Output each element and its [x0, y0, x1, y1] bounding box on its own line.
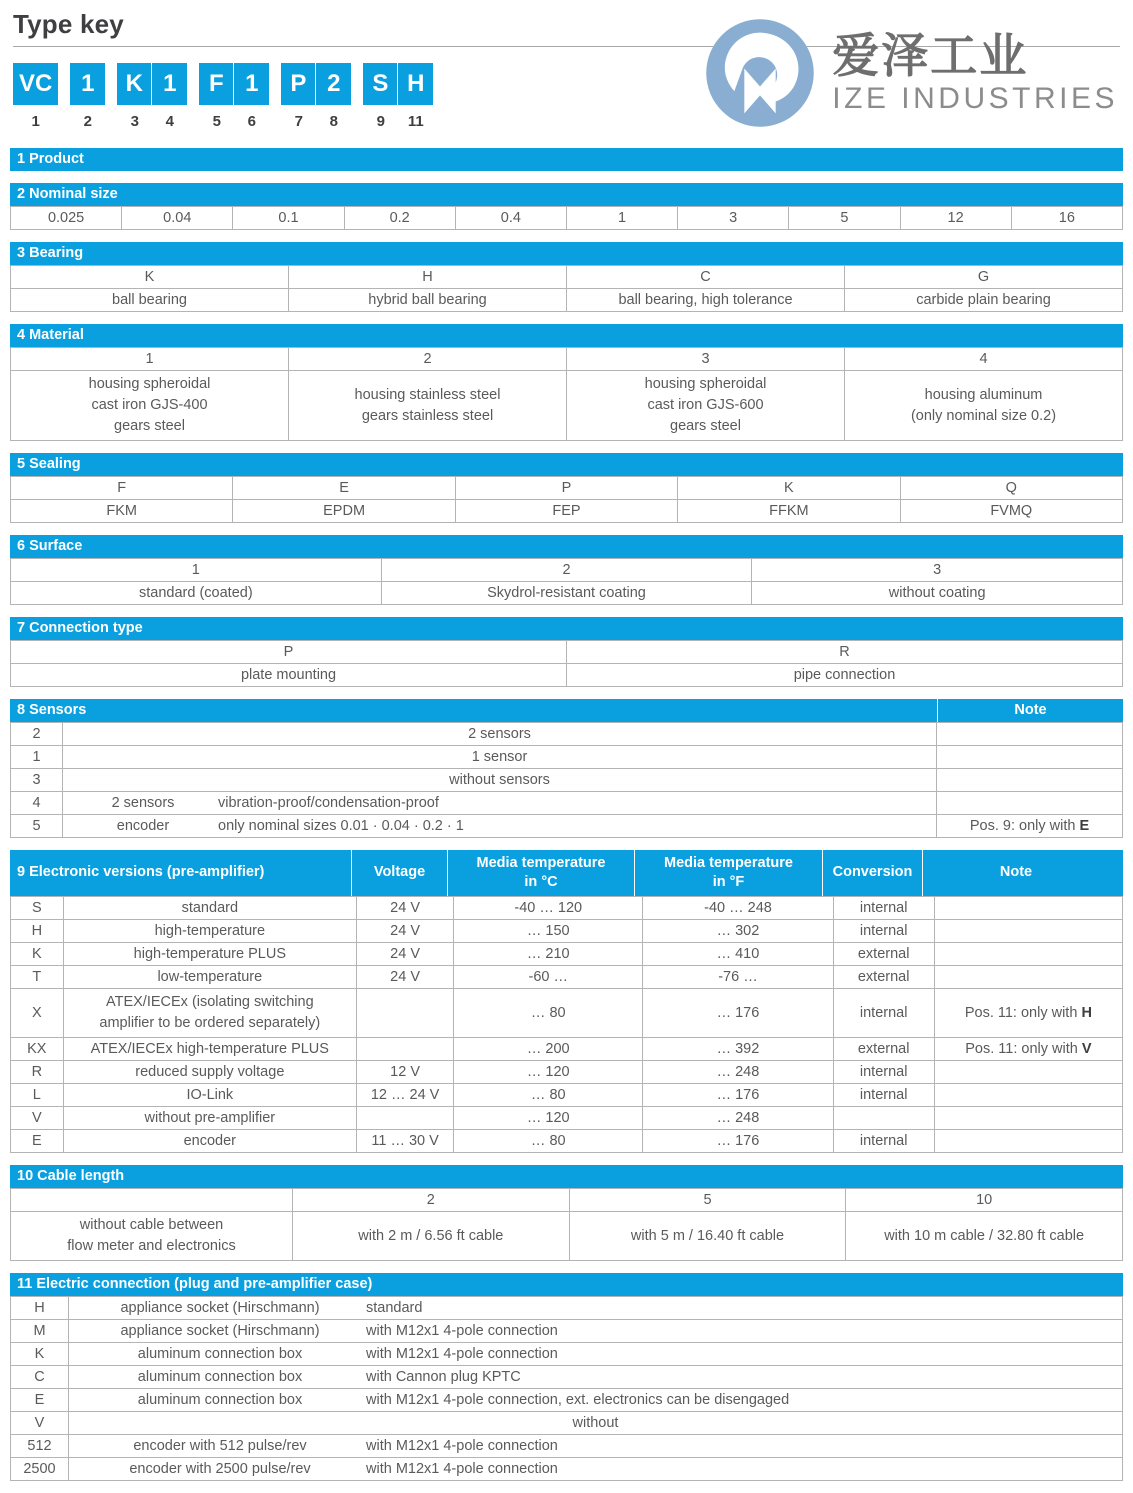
cell-note: Pos. 11: only with H	[934, 988, 1122, 1037]
cell-note	[934, 965, 1122, 988]
cell-description: without cable between flow meter and electronics	[11, 1211, 293, 1260]
type-key-code	[13, 63, 433, 130]
type-key-cell	[199, 63, 234, 130]
cell-voltage	[357, 988, 454, 1037]
cell-code: 1	[11, 746, 63, 769]
electronic-versions-table	[10, 896, 1123, 1153]
cell-media-temp-f: … 176	[643, 1129, 833, 1152]
cell-description: encoder with 512 pulse/rev with M12x1 4-pole connection	[69, 1434, 1123, 1457]
cell-media-temp-c: … 200	[454, 1037, 643, 1060]
table-row-codes	[11, 266, 1123, 289]
cable-length-table	[10, 1188, 1123, 1261]
cell-code: K	[11, 1342, 69, 1365]
type-key-cell	[152, 63, 187, 130]
cell-description: ball bearing, high tolerance	[567, 289, 845, 312]
table-row	[11, 988, 1123, 1037]
cell-code: 0.04	[122, 207, 233, 230]
cell-media-temp-f: … 176	[643, 988, 833, 1037]
cell-description: ball bearing	[11, 289, 289, 312]
cell-media-temp-c: -60 …	[454, 965, 643, 988]
cell-code: C	[567, 266, 845, 289]
cell-note	[934, 1060, 1122, 1083]
type-key-box: P	[281, 63, 316, 105]
type-key-group	[13, 63, 58, 130]
cell-code: R	[11, 1060, 64, 1083]
table-row-descriptions	[11, 371, 1123, 441]
cell-conversion: internal	[833, 919, 934, 942]
type-key-position-number: 1	[31, 113, 40, 130]
table-row	[11, 1129, 1123, 1152]
type-key-box: F	[199, 63, 234, 105]
cell-code: T	[11, 965, 64, 988]
table-row	[11, 1388, 1123, 1411]
section-material	[10, 324, 1123, 441]
type-key-box: K	[117, 63, 152, 105]
type-key-position-number: 7	[294, 113, 304, 130]
cell-description: 1 sensor	[63, 746, 937, 769]
section-product-title: 1 Product	[10, 148, 1123, 171]
cell-code: 1	[11, 559, 382, 582]
cell-code: X	[11, 988, 64, 1037]
cell-note	[934, 1106, 1122, 1129]
section-sensors	[10, 699, 1123, 838]
type-key-position-number: 3	[130, 113, 140, 130]
cell-code: 2	[289, 348, 567, 371]
type-key-cell	[117, 63, 152, 130]
cell-conversion	[833, 1106, 934, 1129]
cell-code: 16	[1011, 207, 1122, 230]
section-connection-type	[10, 617, 1123, 687]
cell-code: 3	[567, 348, 845, 371]
table-row	[11, 896, 1123, 919]
cell-code: M	[11, 1319, 69, 1342]
nominal-size-table	[10, 206, 1123, 230]
header-conversion: Conversion	[823, 850, 923, 896]
cell-code: E	[11, 1129, 64, 1152]
type-key-position-number: 8	[329, 113, 339, 130]
cell-description: appliance socket (Hirschmann) with M12x1 4-pole connection	[69, 1319, 1123, 1342]
header-media-temp-c: Media temperature in °C	[448, 850, 635, 896]
cell-code: 0.025	[11, 207, 122, 230]
cell-media-temp-f: … 392	[643, 1037, 833, 1060]
type-key-group	[199, 63, 269, 130]
type-key-position-number: 4	[165, 113, 175, 130]
type-key-position-number: 9	[376, 113, 386, 130]
cell-code: 10	[846, 1188, 1123, 1211]
cell-code	[11, 1188, 293, 1211]
cell-voltage: 12 … 24 V	[357, 1083, 454, 1106]
type-key-cell	[70, 63, 105, 130]
cell-code: R	[567, 641, 1123, 664]
cell-media-temp-c: … 80	[454, 1129, 643, 1152]
cell-description: without coating	[752, 582, 1123, 605]
cell-description: 2 sensors vibration-proof/condensation-proof	[63, 792, 937, 815]
table-row	[11, 1365, 1123, 1388]
cell-voltage: 24 V	[357, 942, 454, 965]
cell-media-temp-c: … 210	[454, 942, 643, 965]
table-row	[11, 1037, 1123, 1060]
cell-description: aluminum connection box with M12x1 4-pole connection	[69, 1342, 1123, 1365]
type-key-box: 1	[70, 63, 105, 105]
cell-description: housing spheroidal cast iron GJS-400 gears steel	[11, 371, 289, 441]
cell-note	[934, 1129, 1122, 1152]
table-row	[11, 965, 1123, 988]
section-cable-length	[10, 1165, 1123, 1261]
cell-voltage: 12 V	[357, 1060, 454, 1083]
cell-description: housing aluminum (only nominal size 0.2)	[845, 371, 1123, 441]
electronic-versions-title: 9 Electronic versions (pre-amplifier)	[10, 850, 352, 896]
type-key-position-number: 11	[407, 113, 424, 130]
cell-code: 1	[11, 348, 289, 371]
cell-code: V	[11, 1106, 64, 1129]
table-row	[11, 1060, 1123, 1083]
cell-description: 2 sensors	[63, 723, 937, 746]
cell-code: 3	[752, 559, 1123, 582]
section-nominal-size	[10, 183, 1123, 230]
section-bearing-title: 3 Bearing	[10, 242, 1123, 265]
cell-description: encoder	[63, 1129, 356, 1152]
table-row-codes	[11, 477, 1123, 500]
cell-description: encoder with 2500 pulse/rev with M12x1 4-pole connection	[69, 1457, 1123, 1480]
table-row-codes	[11, 641, 1123, 664]
table-row	[11, 1411, 1123, 1434]
table-row-codes	[11, 348, 1123, 371]
cell-code: 2	[293, 1188, 570, 1211]
table-row	[11, 723, 1123, 746]
sensors-note-header: Note	[937, 699, 1123, 722]
cell-voltage	[357, 1106, 454, 1129]
cell-code: 0.1	[233, 207, 344, 230]
logo-wordmark	[832, 28, 1118, 116]
cell-code: H	[11, 919, 64, 942]
cell-code: 512	[11, 1434, 69, 1457]
type-key-position-number: 5	[212, 113, 222, 130]
header-voltage: Voltage	[352, 850, 448, 896]
type-key-box: H	[398, 63, 433, 105]
cell-conversion: external	[833, 1037, 934, 1060]
cell-description: aluminum connection box with M12x1 4-pole connection, ext. electronics can be disengaged	[69, 1388, 1123, 1411]
table-row-descriptions	[11, 582, 1123, 605]
page-title: Type key	[13, 9, 124, 39]
cell-code: P	[455, 477, 677, 500]
table-row	[11, 1319, 1123, 1342]
cell-description: high-temperature PLUS	[63, 942, 356, 965]
cell-voltage: 24 V	[357, 965, 454, 988]
cell-code: Q	[900, 477, 1122, 500]
cell-code: H	[289, 266, 567, 289]
cell-description: pipe connection	[567, 664, 1123, 687]
cell-voltage: 24 V	[357, 896, 454, 919]
type-key-box: S	[363, 63, 398, 105]
cell-description: standard (coated)	[11, 582, 382, 605]
cell-code: V	[11, 1411, 69, 1434]
type-key-cell	[234, 63, 269, 130]
cell-note	[934, 1083, 1122, 1106]
section-electronic-versions-header	[10, 850, 1123, 896]
cell-description: hybrid ball bearing	[289, 289, 567, 312]
cell-description: without sensors	[63, 769, 937, 792]
cell-description: FKM	[11, 500, 233, 523]
section-bearing	[10, 242, 1123, 312]
table-row	[11, 942, 1123, 965]
table-row	[11, 792, 1123, 815]
cell-media-temp-c: … 120	[454, 1060, 643, 1083]
cell-note	[937, 723, 1123, 746]
cell-note: Pos. 11: only with V	[934, 1037, 1122, 1060]
cell-code: 2500	[11, 1457, 69, 1480]
table-row	[11, 1296, 1123, 1319]
cell-code: P	[11, 641, 567, 664]
type-key-group	[117, 63, 187, 130]
cell-description: without	[69, 1411, 1123, 1434]
table-row-descriptions	[11, 664, 1123, 687]
cell-conversion: external	[833, 965, 934, 988]
cell-code: E	[233, 477, 455, 500]
cell-note	[937, 792, 1123, 815]
cell-description: carbide plain bearing	[845, 289, 1123, 312]
cell-description: housing stainless steel gears stainless steel	[289, 371, 567, 441]
table-row	[11, 769, 1123, 792]
cell-code: 4	[11, 792, 63, 815]
cell-description: Skydrol-resistant coating	[381, 582, 752, 605]
cell-description: FEP	[455, 500, 677, 523]
cell-description: EPDM	[233, 500, 455, 523]
type-key-box: VC	[13, 63, 58, 105]
section-sealing-title: 5 Sealing	[10, 453, 1123, 476]
cell-code: 2	[381, 559, 752, 582]
table-row	[11, 207, 1123, 230]
cell-description: IO-Link	[63, 1083, 356, 1106]
cell-media-temp-f: … 176	[643, 1083, 833, 1106]
sealing-table	[10, 476, 1123, 523]
cell-description: without pre-amplifier	[63, 1106, 356, 1129]
cell-description: appliance socket (Hirschmann) standard	[69, 1296, 1123, 1319]
cell-media-temp-f: -76 …	[643, 965, 833, 988]
cell-description: low-temperature	[63, 965, 356, 988]
cell-media-temp-f: … 248	[643, 1106, 833, 1129]
cell-code: 0.2	[344, 207, 455, 230]
cell-code: 4	[845, 348, 1123, 371]
cell-code: F	[11, 477, 233, 500]
cell-media-temp-c: -40 … 120	[454, 896, 643, 919]
cell-media-temp-c: … 80	[454, 1083, 643, 1106]
cell-description: plate mounting	[11, 664, 567, 687]
cell-note	[937, 746, 1123, 769]
cell-conversion: internal	[833, 1083, 934, 1106]
cell-description: housing spheroidal cast iron GJS-600 gears steel	[567, 371, 845, 441]
company-logo	[704, 8, 1118, 138]
page-header	[10, 0, 1123, 148]
cell-media-temp-c: … 120	[454, 1106, 643, 1129]
cell-note	[937, 769, 1123, 792]
bearing-table	[10, 265, 1123, 312]
sensors-table	[10, 722, 1123, 838]
cell-conversion: internal	[833, 988, 934, 1037]
cell-conversion: internal	[833, 896, 934, 919]
cell-description: aluminum connection box with Cannon plug KPTC	[69, 1365, 1123, 1388]
type-key-cell	[398, 63, 433, 130]
table-row	[11, 1434, 1123, 1457]
cell-note: Pos. 9: only with E	[937, 815, 1123, 838]
cell-code: G	[845, 266, 1123, 289]
cell-conversion: internal	[833, 1129, 934, 1152]
cell-voltage: 24 V	[357, 919, 454, 942]
table-row-descriptions	[11, 1211, 1123, 1260]
header-media-temp-f: Media temperature in °F	[635, 850, 823, 896]
cell-media-temp-f: … 410	[643, 942, 833, 965]
section-surface-title: 6 Surface	[10, 535, 1123, 558]
type-key-box: 2	[316, 63, 351, 105]
connection-type-table	[10, 640, 1123, 687]
table-row-codes	[11, 559, 1123, 582]
cell-description: high-temperature	[63, 919, 356, 942]
section-cable-length-title: 10 Cable length	[10, 1165, 1123, 1188]
table-row	[11, 919, 1123, 942]
type-key-cell	[13, 63, 58, 130]
cell-code: E	[11, 1388, 69, 1411]
section-nominal-size-title: 2 Nominal size	[10, 183, 1123, 206]
cell-description: FVMQ	[900, 500, 1122, 523]
table-row	[11, 1457, 1123, 1480]
section-connection-type-title: 7 Connection type	[10, 617, 1123, 640]
section-material-title: 4 Material	[10, 324, 1123, 347]
type-key-cell	[281, 63, 316, 130]
cell-note	[934, 942, 1122, 965]
cell-description: ATEX/IECEx high-temperature PLUS	[63, 1037, 356, 1060]
type-key-cell	[316, 63, 351, 130]
cell-media-temp-c: … 80	[454, 988, 643, 1037]
cell-code: 2	[11, 723, 63, 746]
cell-description: with 2 m / 6.56 ft cable	[293, 1211, 570, 1260]
cell-code: 5	[11, 815, 63, 838]
cell-media-temp-c: … 150	[454, 919, 643, 942]
section-electric-connection-title: 11 Electric connection (plug and pre-amplifier case)	[10, 1273, 1123, 1296]
table-row-codes	[11, 1188, 1123, 1211]
section-surface	[10, 535, 1123, 605]
cell-conversion: internal	[833, 1060, 934, 1083]
table-row	[11, 815, 1123, 838]
cell-code: 3	[11, 769, 63, 792]
type-key-group	[70, 63, 105, 130]
cell-note	[934, 896, 1122, 919]
table-row	[11, 746, 1123, 769]
material-table	[10, 347, 1123, 441]
cell-media-temp-f: … 302	[643, 919, 833, 942]
type-key-box: 1	[234, 63, 269, 105]
ize-logo-mark-icon	[704, 17, 816, 129]
section-sealing	[10, 453, 1123, 523]
section-sensors-title: 8 Sensors Note	[10, 699, 1123, 722]
cell-description: with 10 m cable / 32.80 ft cable	[846, 1211, 1123, 1260]
cell-media-temp-f: -40 … 248	[643, 896, 833, 919]
type-key-box: 1	[152, 63, 187, 105]
table-row	[11, 1106, 1123, 1129]
cell-voltage	[357, 1037, 454, 1060]
logo-chinese-name: 爱泽工业	[832, 28, 1029, 84]
cell-code: 3	[678, 207, 789, 230]
cell-code: K	[11, 266, 289, 289]
table-row	[11, 1342, 1123, 1365]
surface-table	[10, 558, 1123, 605]
table-row-descriptions	[11, 500, 1123, 523]
cell-description: with 5 m / 16.40 ft cable	[569, 1211, 846, 1260]
cell-code: 5	[789, 207, 900, 230]
cell-code: K	[678, 477, 900, 500]
cell-code: 1	[566, 207, 677, 230]
cell-code: KX	[11, 1037, 64, 1060]
cell-code: K	[11, 942, 64, 965]
cell-code: C	[11, 1365, 69, 1388]
header-note: Note	[999, 864, 1033, 881]
cell-voltage: 11 … 30 V	[357, 1129, 454, 1152]
section-electronic-versions	[10, 850, 1123, 1153]
cell-code: L	[11, 1083, 64, 1106]
logo-english-name: IZE INDUSTRIES	[832, 82, 1118, 116]
cell-code: 12	[900, 207, 1011, 230]
table-row-descriptions	[11, 289, 1123, 312]
cell-media-temp-f: … 248	[643, 1060, 833, 1083]
cell-description: ATEX/IECEx (isolating switching amplifier to be ordered separately)	[63, 988, 356, 1037]
cell-conversion: external	[833, 942, 934, 965]
cell-code: H	[11, 1296, 69, 1319]
type-key-cell	[363, 63, 398, 130]
cell-description: reduced supply voltage	[63, 1060, 356, 1083]
electric-connection-table	[10, 1296, 1123, 1481]
type-key-position-number: 2	[83, 113, 93, 130]
type-key-position-number: 6	[247, 113, 257, 130]
section-product	[10, 148, 1123, 171]
table-row	[11, 1083, 1123, 1106]
cell-note	[934, 919, 1122, 942]
type-key-group	[281, 63, 351, 130]
cell-description: encoder only nominal sizes 0.01 · 0.04 · 0.2 · 1	[63, 815, 937, 838]
cell-code: S	[11, 896, 64, 919]
cell-description: FFKM	[678, 500, 900, 523]
cell-code: 5	[569, 1188, 846, 1211]
section-electric-connection	[10, 1273, 1123, 1481]
type-key-group	[363, 63, 433, 130]
cell-code: 0.4	[455, 207, 566, 230]
cell-description: standard	[63, 896, 356, 919]
